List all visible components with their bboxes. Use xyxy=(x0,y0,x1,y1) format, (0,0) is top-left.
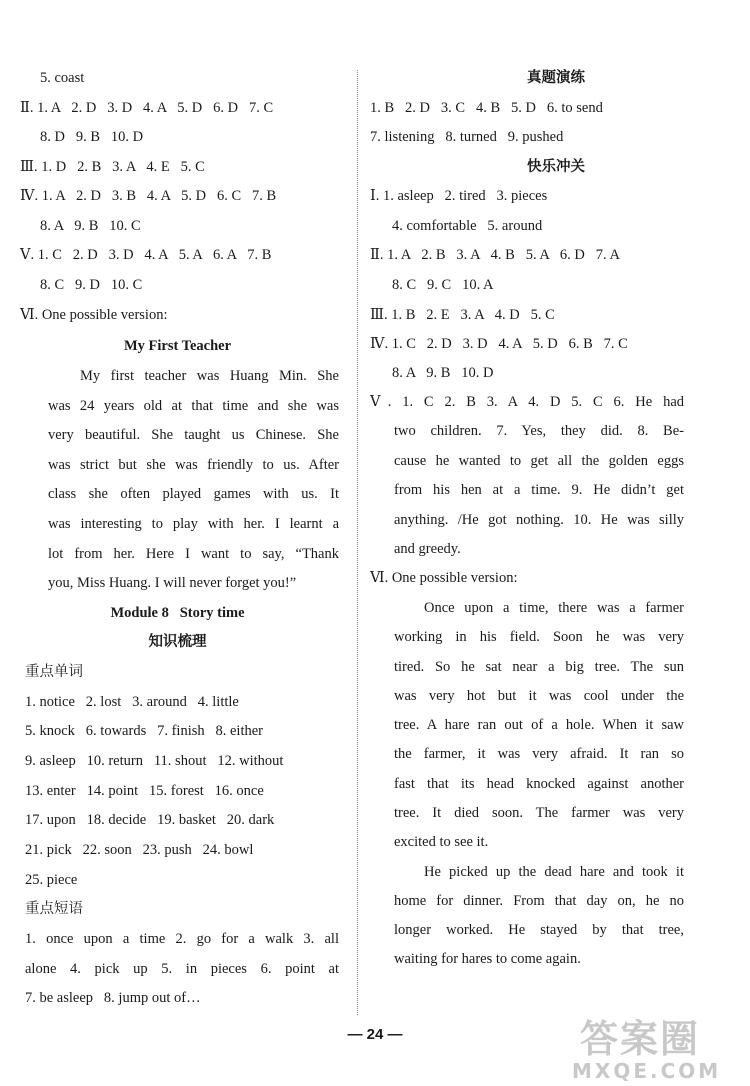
right-column-line-21: tired. So he sat near a big tree. The sun xyxy=(394,659,684,675)
right-column-line-23: tree. A hare ran out of a hole. When it saw xyxy=(394,717,684,733)
left-column-line-16: was interesting to play with her. I learnt a xyxy=(48,516,339,532)
watermark-text: 答案圈 xyxy=(580,1017,701,1061)
right-column-line-30: longer worked. He stayed by that tree, xyxy=(394,922,684,938)
left-column-line-6: 8. A 9. B 10. C xyxy=(40,218,141,234)
left-column-line-17: lot from her. Here I want to say, “Thank xyxy=(48,546,339,562)
right-column-line-7: Ⅱ. 1. A 2. B 3. A 4. B 5. A 6. D 7. A xyxy=(370,247,620,263)
right-column-line-18: Ⅵ. One possible version: xyxy=(370,570,518,586)
left-column-line-11: My first teacher was Huang Min. She xyxy=(80,368,339,384)
right-column-line-22: was very hot but it was cool under the xyxy=(394,688,684,704)
left-column-line-9: Ⅵ. One possible version: xyxy=(20,307,168,323)
right-column-line-4: 快乐冲关 xyxy=(527,159,585,175)
right-column-line-12: Ⅴ. 1. C 2. B 3. A 4. D 5. C 6. He had xyxy=(370,394,684,410)
right-column-line-27: excited to see it. xyxy=(394,834,489,850)
left-column-line-26: 17. upon 18. decide 19. basket 20. dark xyxy=(25,812,275,828)
right-column-line-14: cause he wanted to get all the golden eggs xyxy=(394,453,684,469)
left-column-line-22: 1. notice 2. lost 3. around 4. little xyxy=(25,694,239,710)
left-column-line-19: Module 8 Story time xyxy=(110,605,245,621)
right-column-line-2: 1. B 2. D 3. C 4. B 5. D 6. to send xyxy=(370,100,603,116)
right-column-line-28: He picked up the dead hare and took it xyxy=(424,864,684,880)
left-column-line-29: 重点短语 xyxy=(25,901,83,917)
right-column-line-29: home for dinner. From that day on, he no xyxy=(394,893,684,909)
left-column-line-3: 8. D 9. B 10. D xyxy=(40,129,144,145)
left-column-line-25: 13. enter 14. point 15. forest 16. once xyxy=(25,783,264,799)
left-column-line-24: 9. asleep 10. return 11. shout 12. without xyxy=(25,753,284,769)
right-column-line-6: 4. comfortable 5. around xyxy=(392,218,543,234)
right-column-line-8: 8. C 9. C 10. A xyxy=(392,277,494,293)
left-column-line-27: 21. pick 22. soon 23. push 24. bowl xyxy=(25,842,254,858)
watermark-url: MXQE.COM xyxy=(572,1059,722,1083)
right-column-line-11: 8. A 9. B 10. D xyxy=(392,365,494,381)
right-column-line-26: tree. It died soon. The farmer was very xyxy=(394,805,684,821)
right-column-line-20: working in his field. Soon he was very xyxy=(394,629,684,645)
left-column-line-12: was 24 years old at that time and she was xyxy=(48,398,339,414)
right-column-line-9: Ⅲ. 1. B 2. E 3. A 4. D 5. C xyxy=(370,307,555,323)
left-column-line-10: My First Teacher xyxy=(123,338,232,354)
left-column-line-23: 5. knock 6. towards 7. finish 8. either xyxy=(25,723,264,739)
left-column-line-18: you, Miss Huang. I will never forget you!” xyxy=(48,575,297,591)
right-column-line-1: 真题演练 xyxy=(527,70,585,86)
left-column-line-32: 7. be asleep 8. jump out of… xyxy=(25,990,201,1006)
left-column-line-7: Ⅴ. 1. C 2. D 3. D 4. A 5. A 6. A 7. B xyxy=(20,247,272,263)
right-column-line-5: Ⅰ. 1. asleep 2. tired 3. pieces xyxy=(370,188,548,204)
left-column-line-28: 25. piece xyxy=(25,872,78,888)
left-column-line-20: 知识梳理 xyxy=(148,634,207,650)
left-column-line-15: class she often played games with us. It xyxy=(48,486,339,502)
right-column-line-15: from his hen at a time. 9. He didn’t get xyxy=(394,482,684,498)
right-column-line-10: Ⅳ. 1. C 2. D 3. D 4. A 5. D 6. B 7. C xyxy=(370,336,628,352)
right-column-line-13: two children. 7. Yes, they did. 8. Be- xyxy=(394,423,684,439)
left-column-line-31: alone 4. pick up 5. in pieces 6. point at xyxy=(25,961,339,977)
watermark-logo xyxy=(572,1018,742,1084)
column-divider xyxy=(357,70,358,1015)
left-column-line-30: 1. once upon a time 2. go for a walk 3. all xyxy=(25,931,339,947)
left-column-line-2: Ⅱ. 1. A 2. D 3. D 4. A 5. D 6. D 7. C xyxy=(20,100,274,116)
right-column-line-19: Once upon a time, there was a farmer xyxy=(424,600,684,616)
left-column-line-21: 重点单词 xyxy=(25,664,83,680)
page-number: — 24 — xyxy=(347,1026,403,1043)
left-column-line-1: 5. coast xyxy=(40,70,85,86)
right-column-line-3: 7. listening 8. turned 9. pushed xyxy=(370,129,564,145)
right-column-line-25: fast that its head knocked against another xyxy=(394,776,684,792)
left-column-line-13: very beautiful. She taught us Chinese. She xyxy=(48,427,339,443)
left-column-line-8: 8. C 9. D 10. C xyxy=(40,277,143,293)
right-column-line-24: the farmer, it was very afraid. It ran so xyxy=(394,746,684,762)
right-column-line-31: waiting for hares to come again. xyxy=(394,951,581,967)
left-column-line-14: was strict but she was friendly to us. After xyxy=(48,457,339,473)
right-column-line-17: and greedy. xyxy=(394,541,461,557)
right-column-line-16: anything. /He got nothing. 10. He was silly xyxy=(394,512,684,528)
left-column-line-5: Ⅳ. 1. A 2. D 3. B 4. A 5. D 6. C 7. B xyxy=(20,188,277,204)
left-column-line-4: Ⅲ. 1. D 2. B 3. A 4. E 5. C xyxy=(20,159,205,175)
